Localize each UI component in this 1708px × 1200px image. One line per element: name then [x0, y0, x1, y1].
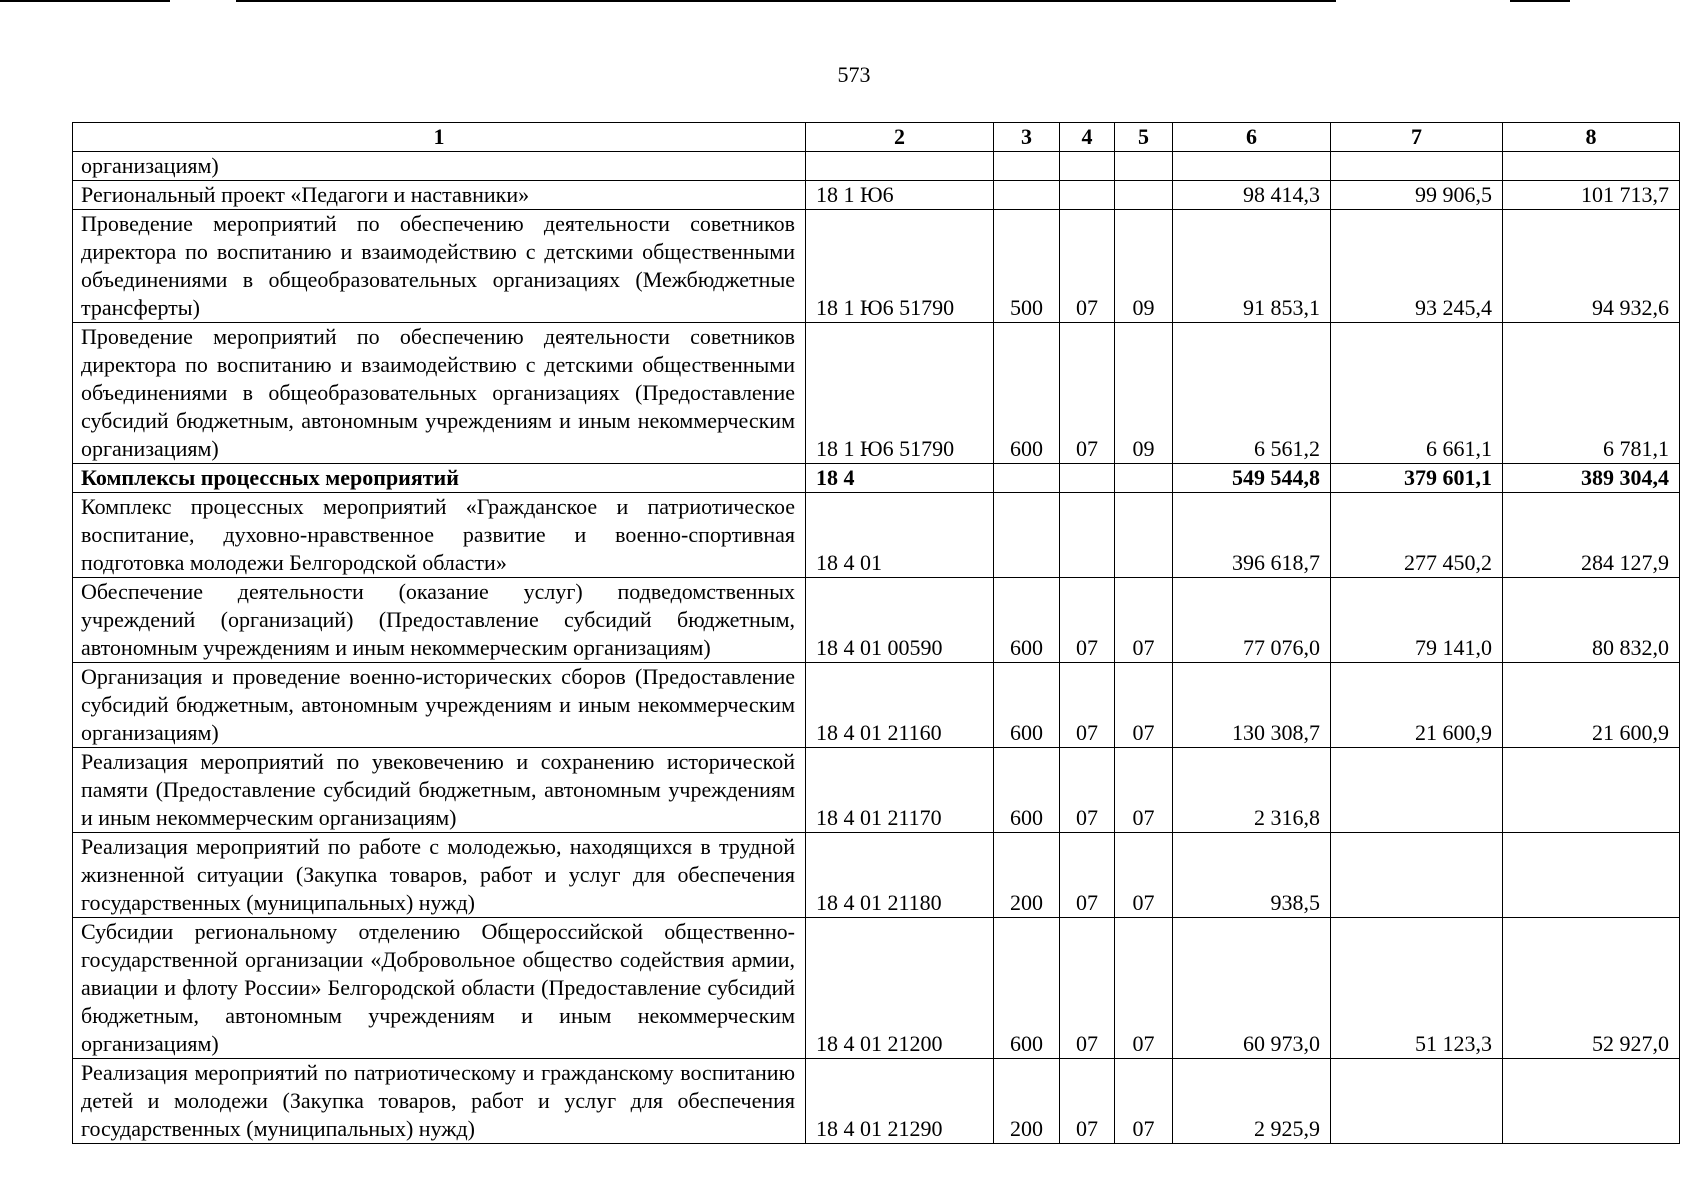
header-col-2: 2: [806, 123, 994, 152]
cell-value-8: [1503, 1059, 1680, 1144]
cell-col-5: [1115, 152, 1173, 181]
table-row: [73, 1059, 1680, 1144]
cell-description: Проведение мероприятий по обеспечению деятельности советников директора по воспитанию и взаимодействию с детскими общественными объединениями в общеобразовательных организациях (Межбюджетные трансферты): [73, 210, 806, 323]
cell-col-4: 07: [1060, 833, 1115, 918]
cell-col-4: [1060, 181, 1115, 210]
cell-value-7: 79 141,0: [1331, 578, 1503, 663]
cell-value-7: [1331, 1059, 1503, 1144]
table-row: [73, 323, 1680, 464]
cell-col-3: 500: [994, 210, 1060, 323]
cell-col-4: 07: [1060, 323, 1115, 464]
cell-code: 18 4 01 21180: [806, 833, 994, 918]
cell-value-8: [1503, 748, 1680, 833]
cell-col-3: [994, 464, 1060, 493]
cell-col-5: [1115, 493, 1173, 578]
cell-value-8: 80 832,0: [1503, 578, 1680, 663]
page-number: 573: [837, 62, 871, 87]
cell-code: 18 1 Ю6: [806, 181, 994, 210]
cell-value-6: 130 308,7: [1173, 663, 1331, 748]
cell-col-5: 07: [1115, 663, 1173, 748]
cell-col-4: 07: [1060, 578, 1115, 663]
table-row: [73, 210, 1680, 323]
top-rule-left: [0, 0, 170, 2]
cell-value-6: 98 414,3: [1173, 181, 1331, 210]
cell-col-4: 07: [1060, 748, 1115, 833]
cell-col-3: [994, 181, 1060, 210]
cell-col-5: 07: [1115, 578, 1173, 663]
header-col-3: 3: [994, 123, 1060, 152]
cell-col-4: 07: [1060, 210, 1115, 323]
cell-value-6: 2 316,8: [1173, 748, 1331, 833]
cell-code: 18 4 01 21290: [806, 1059, 994, 1144]
cell-value-6: 549 544,8: [1173, 464, 1331, 493]
cell-col-4: [1060, 493, 1115, 578]
cell-col-4: 07: [1060, 918, 1115, 1059]
header-col-1: 1: [73, 123, 806, 152]
cell-value-7: [1331, 833, 1503, 918]
cell-col-5: [1115, 181, 1173, 210]
cell-value-7: 379 601,1: [1331, 464, 1503, 493]
cell-value-7: [1331, 748, 1503, 833]
cell-value-6: 77 076,0: [1173, 578, 1331, 663]
cell-value-7: 6 661,1: [1331, 323, 1503, 464]
cell-code: 18 1 Ю6 51790: [806, 323, 994, 464]
cell-value-8: 21 600,9: [1503, 663, 1680, 748]
cell-description: Организация и проведение военно-исторических сборов (Предоставление субсидий бюджетным, автономным учреждениям и иным некоммерческим организациям): [73, 663, 806, 748]
cell-value-6: 396 618,7: [1173, 493, 1331, 578]
cell-description: Субсидии региональному отделению Общероссийской общественно-государственной организации «Добровольное общество содействия армии, авиации и флоту России» Белгородской области (Предоставление субсидий бюджетным, автономным учреждениям и иным некоммерческим организациям): [73, 918, 806, 1059]
cell-value-6: 91 853,1: [1173, 210, 1331, 323]
top-rule-center: [236, 0, 1336, 2]
cell-value-7: [1331, 152, 1503, 181]
header-col-7: 7: [1331, 123, 1503, 152]
cell-col-3: [994, 493, 1060, 578]
cell-value-6: 6 561,2: [1173, 323, 1331, 464]
cell-value-8: 6 781,1: [1503, 323, 1680, 464]
cell-value-8: 389 304,4: [1503, 464, 1680, 493]
table-row: [73, 578, 1680, 663]
cell-col-4: 07: [1060, 1059, 1115, 1144]
header-col-6: 6: [1173, 123, 1331, 152]
table-row: [73, 663, 1680, 748]
cell-value-7: 93 245,4: [1331, 210, 1503, 323]
cell-description: Комплекс процессных мероприятий «Гражданское и патриотическое воспитание, духовно-нравственное развитие и военно-спортивная подготовка молодежи Белгородской области»: [73, 493, 806, 578]
header-col-8: 8: [1503, 123, 1680, 152]
cell-col-5: 09: [1115, 323, 1173, 464]
cell-col-5: 07: [1115, 1059, 1173, 1144]
cell-description: Обеспечение деятельности (оказание услуг) подведомственных учреждений (организаций) (Предоставление субсидий бюджетным, автономным учреждениям и иным некоммерческим организациям): [73, 578, 806, 663]
cell-value-8: 94 932,6: [1503, 210, 1680, 323]
header-col-4: 4: [1060, 123, 1115, 152]
cell-description: Реализация мероприятий по патриотическому и гражданскому воспитанию детей и молодежи (Закупка товаров, работ и услуг для обеспечения государственных (муниципальных) нужд): [73, 1059, 806, 1144]
cell-col-3: 600: [994, 918, 1060, 1059]
cell-code: 18 4 01 21160: [806, 663, 994, 748]
cell-col-5: 07: [1115, 918, 1173, 1059]
cell-value-6: [1173, 152, 1331, 181]
cell-col-5: 07: [1115, 833, 1173, 918]
table-row: [73, 918, 1680, 1059]
cell-code: 18 4 01 00590: [806, 578, 994, 663]
cell-value-6: 2 925,9: [1173, 1059, 1331, 1144]
cell-code: [806, 152, 994, 181]
header-col-5: 5: [1115, 123, 1173, 152]
cell-col-4: 07: [1060, 663, 1115, 748]
cell-code: 18 4 01 21170: [806, 748, 994, 833]
cell-value-6: 938,5: [1173, 833, 1331, 918]
cell-description: Реализация мероприятий по увековечению и сохранению исторической памяти (Предоставление субсидий бюджетным, автономным учреждениям и иным некоммерческим организациям): [73, 748, 806, 833]
table-row: [73, 748, 1680, 833]
cell-value-7: 21 600,9: [1331, 663, 1503, 748]
cell-code: 18 4 01: [806, 493, 994, 578]
table-row: [73, 181, 1680, 210]
cell-description: организациям): [73, 152, 806, 181]
cell-value-7: 99 906,5: [1331, 181, 1503, 210]
cell-code: 18 4: [806, 464, 994, 493]
cell-value-6: 60 973,0: [1173, 918, 1331, 1059]
cell-col-3: [994, 152, 1060, 181]
cell-value-8: 52 927,0: [1503, 918, 1680, 1059]
table-row: [73, 464, 1680, 493]
budget-table: [72, 122, 1680, 1144]
cell-col-3: 200: [994, 1059, 1060, 1144]
cell-col-5: [1115, 464, 1173, 493]
cell-col-3: 600: [994, 663, 1060, 748]
cell-col-5: 09: [1115, 210, 1173, 323]
cell-code: 18 1 Ю6 51790: [806, 210, 994, 323]
cell-value-8: [1503, 833, 1680, 918]
cell-col-3: 600: [994, 748, 1060, 833]
cell-col-3: 600: [994, 323, 1060, 464]
cell-code: 18 4 01 21200: [806, 918, 994, 1059]
cell-col-4: [1060, 152, 1115, 181]
cell-description: Региональный проект «Педагоги и наставники»: [73, 181, 806, 210]
header-row: [73, 123, 1680, 152]
cell-value-7: 277 450,2: [1331, 493, 1503, 578]
cell-col-3: 200: [994, 833, 1060, 918]
cell-description: Комплексы процессных мероприятий: [73, 464, 806, 493]
top-rule-right: [1510, 0, 1570, 2]
cell-value-8: 101 713,7: [1503, 181, 1680, 210]
table-row: [73, 833, 1680, 918]
cell-value-7: 51 123,3: [1331, 918, 1503, 1059]
table-body: [73, 152, 1680, 1144]
cell-description: Проведение мероприятий по обеспечению деятельности советников директора по воспитанию и взаимодействию с детскими общественными объединениями в общеобразовательных организациях (Предоставление субсидий бюджетным, автономным учреждениям и иным некоммерческим организациям): [73, 323, 806, 464]
cell-col-3: 600: [994, 578, 1060, 663]
table-row: [73, 493, 1680, 578]
cell-description: Реализация мероприятий по работе с молодежью, находящихся в трудной жизненной ситуации (Закупка товаров, работ и услуг для обеспечения государственных (муниципальных) нужд): [73, 833, 806, 918]
table-row: [73, 152, 1680, 181]
cell-col-5: 07: [1115, 748, 1173, 833]
cell-col-4: [1060, 464, 1115, 493]
cell-value-8: 284 127,9: [1503, 493, 1680, 578]
cell-value-8: [1503, 152, 1680, 181]
